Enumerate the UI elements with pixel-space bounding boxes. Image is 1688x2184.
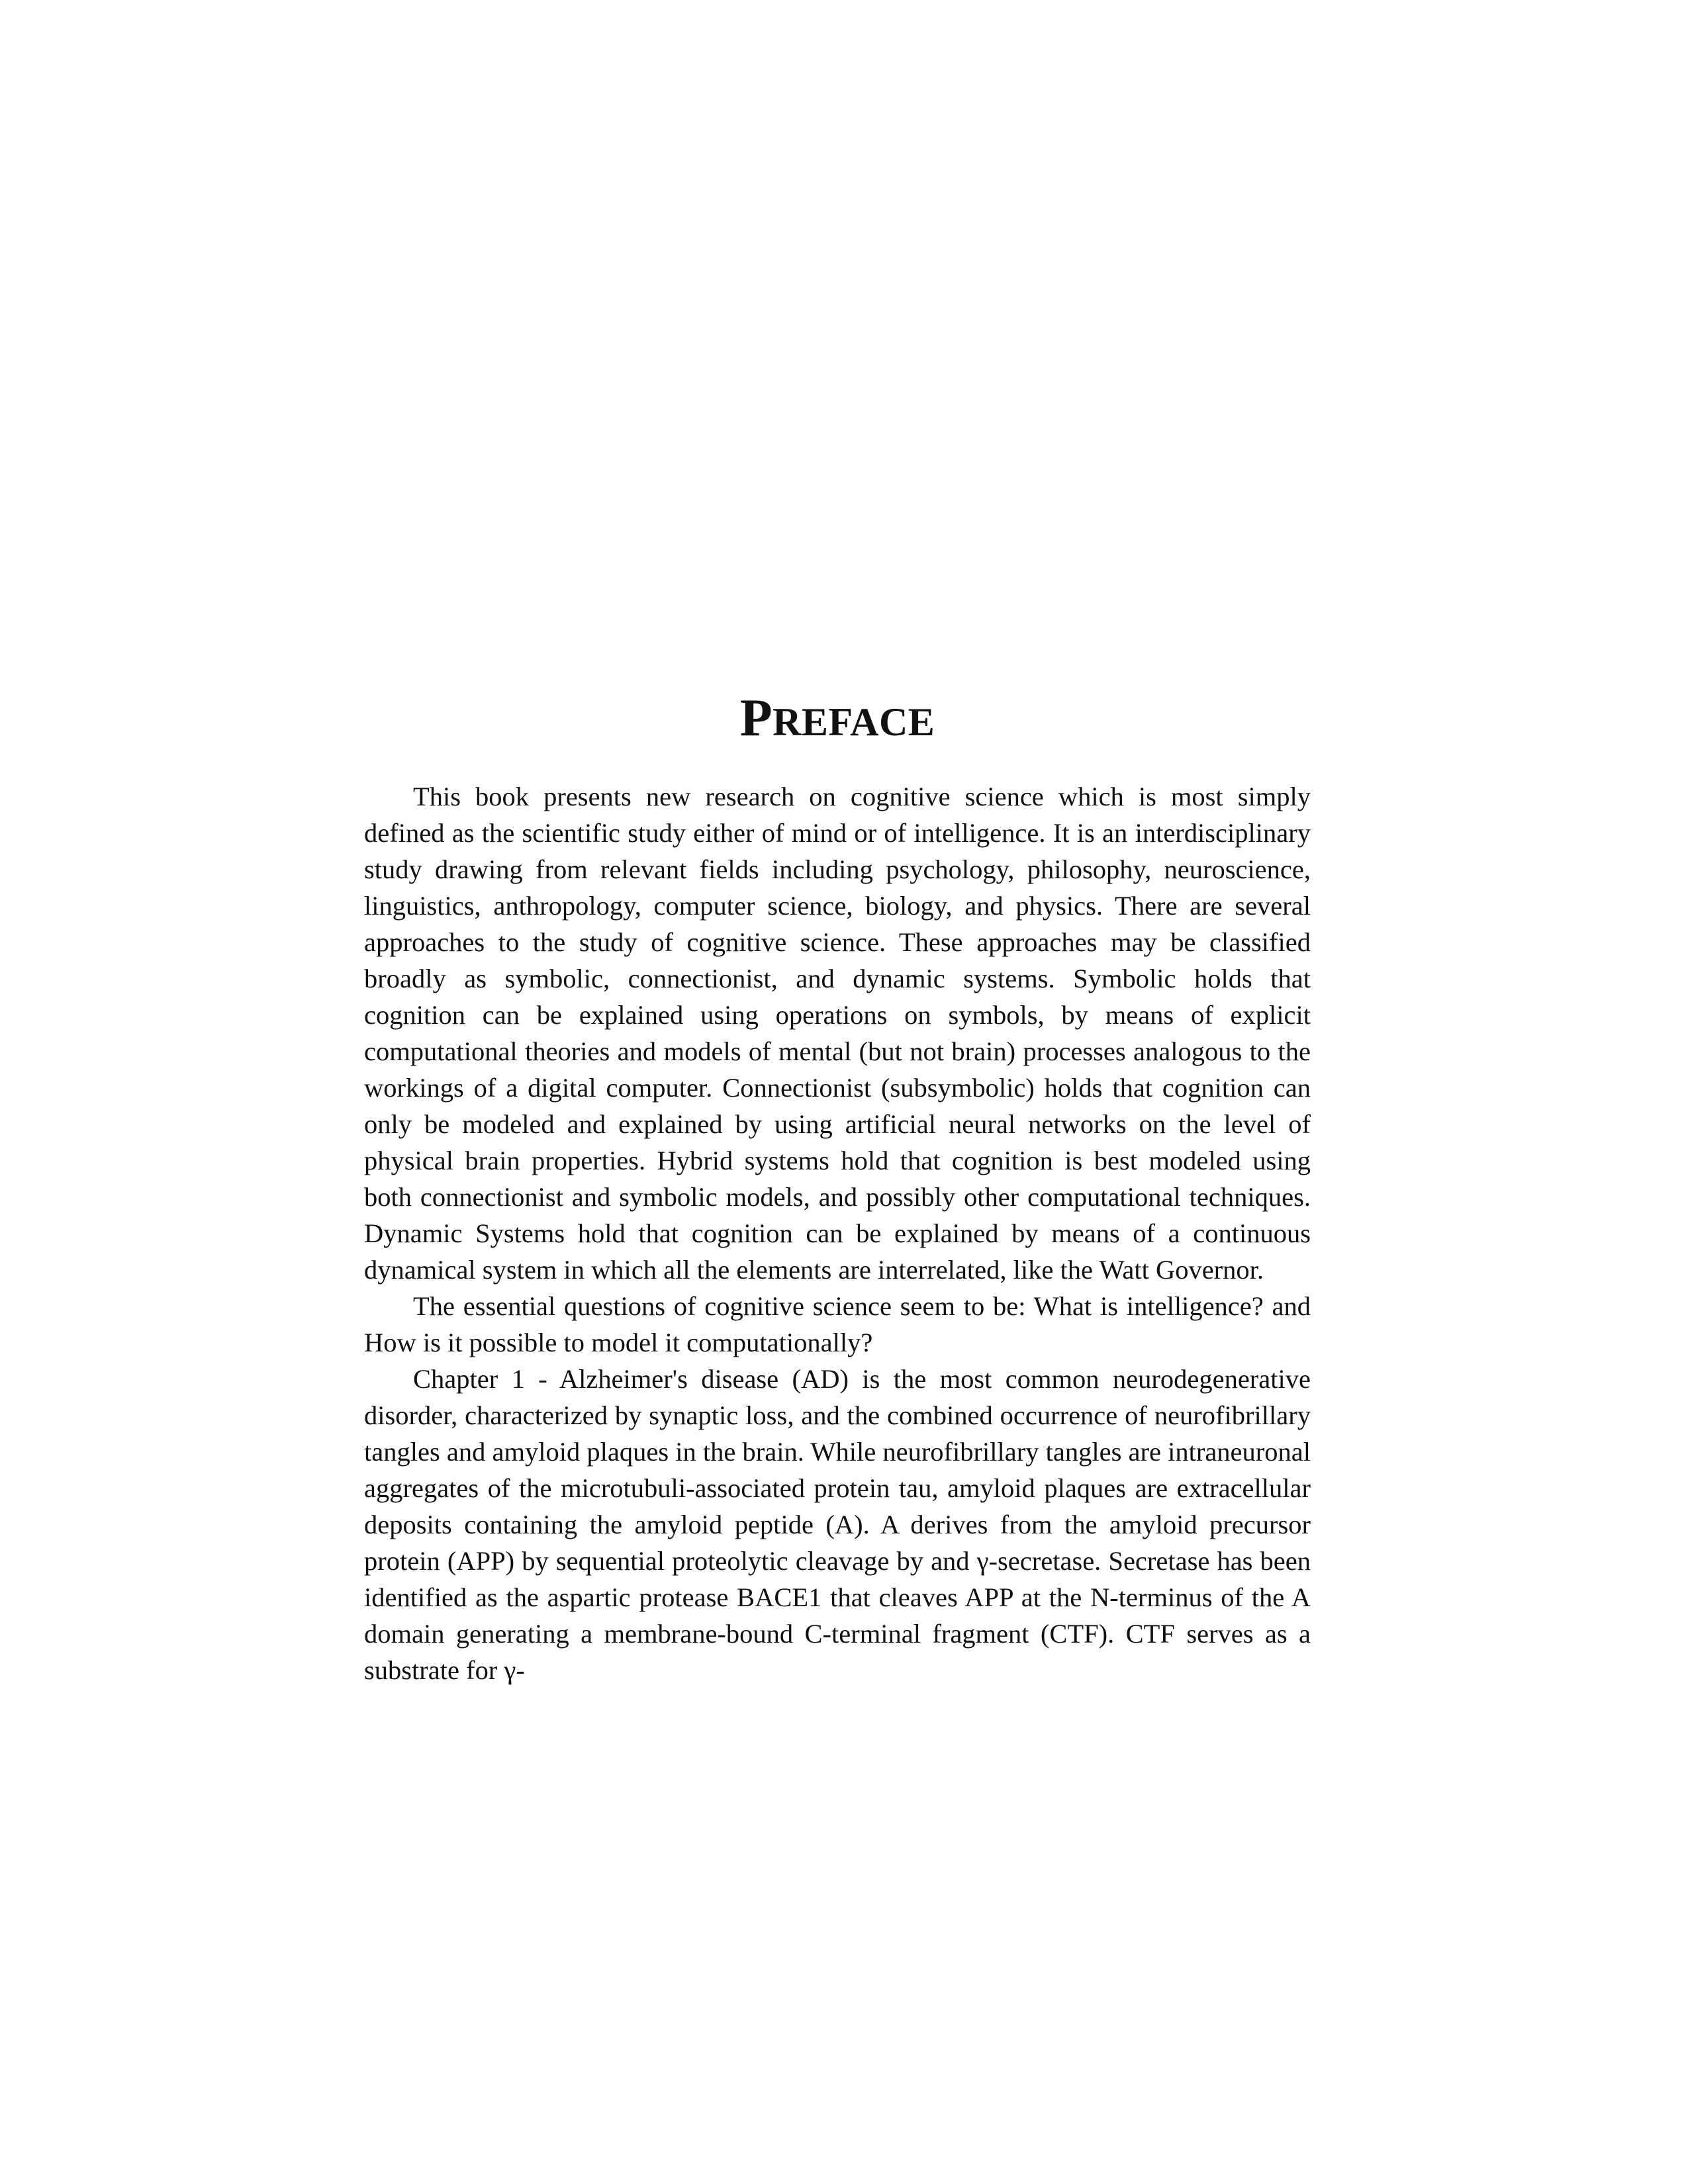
title-rest: REFACE — [773, 700, 935, 744]
paragraph-questions: The essential questions of cognitive science seem to be: What is intelligence? and How is it possible to model it computationally? — [364, 1291, 1311, 1357]
paragraph-intro: This book presents new research on cognitive science which is most simply defined as the scientific study either of mind or of intelligence. It is an interdisciplinary study drawing from relevant fields including psychology, philosophy, neuroscience, linguistics, anthropology, computer science, biology, and physics. There are several approaches to the study of cognitive science. These approaches may be classified broadly as symbolic, connectionist, and dynamic systems. Symbolic holds that cognition can be explained using operations on symbols, by means of explicit computational theories and models of mental (but not brain) processes analogous to the workings of a digital computer. Connectionist (subsymbolic) holds that cognition can only be modeled and explained by using artificial neural networks on the level of physical brain properties. Hybrid systems hold that cognition is best modeled using both connectionist and symbolic models, and possibly other computational techniques. Dynamic Systems hold that cognition can be explained by means of a continuous dynamical system in which all the elements are interrelated, like the Watt Governor. — [364, 782, 1311, 1285]
page-title — [364, 689, 1311, 749]
preface-body — [364, 778, 1311, 1688]
paragraph-chapter-1: Chapter 1 - Alzheimer's disease (AD) is the most common neurodegenerative disorder, characterized by synaptic loss, and the combined occurrence of neurofibrillary tangles and amyloid plaques in the brain. While neurofibrillary tangles are intraneuronal aggregates of the microtubuli-associated protein tau, amyloid plaques are extracellular deposits containing the amyloid peptide (A). A derives from the amyloid precursor protein (APP) by sequential proteolytic cleavage by and γ-secretase. Secretase has been identified as the aspartic protease BACE1 that cleaves APP at the N-terminus of the A domain generating a membrane-bound C-terminal fragment (CTF). CTF serves as a substrate for γ- — [364, 1364, 1311, 1685]
title-initial: P — [739, 689, 773, 747]
page-content — [364, 689, 1311, 1688]
